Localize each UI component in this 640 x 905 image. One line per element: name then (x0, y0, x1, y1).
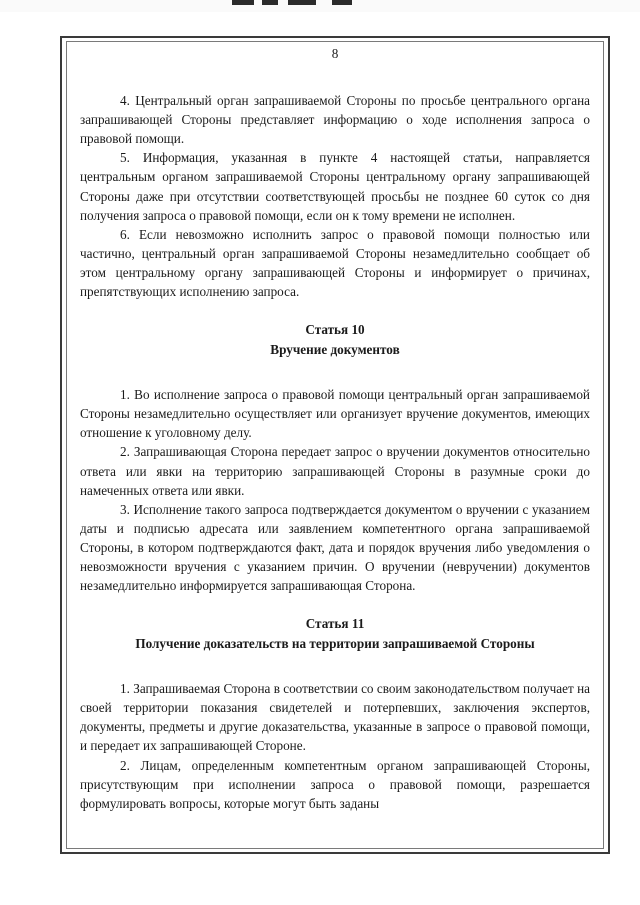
paragraph: 3. Исполнение такого запроса подтверждается документом о вручении с указанием даты и подписью адресата или заявлением компетентного органа запрашиваемой Стороны, в котором подтверждаются факт, дата и порядок вручения либо уведомления о невозможности вручения с указанием причин. О вручении (невручении) документов незамедлительно информируется запрашивающая Сторона. (80, 501, 590, 594)
page-number: 8 (331, 46, 339, 61)
paragraph: 4. Центральный орган запрашиваемой Стороны по просьбе центрального органа запрашивающей Стороны представляет информацию о ходе исполнения запроса о правовой помощи. (80, 93, 590, 147)
scan-top-edge (0, 0, 640, 12)
article-title: Получение доказательств на территории запрашиваемой Стороны (135, 635, 535, 651)
scan-artifact (232, 0, 254, 5)
paragraph: 2. Лицам, определенным компетентным органом запрашивающей Стороны, присутствующим при исполнении запроса о правовой помощи, разрешается формулировать вопросы, которые могут быть заданы (80, 757, 590, 811)
paragraph: 6. Если невозможно исполнить запрос о правовой помощи полностью или частично, центральный орган запрашиваемой Стороны незамедлительно сообщает об этом центральному органу запрашивающей Стороны и информирует о причинах, препятствующих исполнению запроса. (80, 226, 590, 300)
article-title: Вручение документов (270, 341, 400, 357)
paragraph: 2. Запрашивающая Сторона передает запрос о вручении документов относительно ответа или явки на территорию запрашивающей Стороны в разумные сроки до намеченных ответа или явки. (80, 444, 590, 498)
scan-artifact (332, 0, 352, 5)
scan-artifact (288, 0, 316, 5)
document-body (80, 40, 590, 854)
paragraph: 1. Во исполнение запроса о правовой помощи центральный орган запрашиваемой Стороны незамедлительно осуществляет или организует вручение документов, имеющих отношение к уголовному делу. (80, 387, 590, 441)
paragraph: 5. Информация, указанная в пункте 4 настоящей статьи, направляется центральным органом запрашиваемой Стороны центральному органу запрашивающей Стороны даже при отсутствии соответствующей просьбы не позднее 60 суток со дня получения запроса о правовой помощи, если он к тому времени не исполнен. (80, 150, 590, 223)
article-number: Статья 11 (305, 616, 365, 632)
paragraph: 1. Запрашиваемая Сторона в соответствии со своим законодательством получает на своей территории показания свидетелей и потерпевших, заключения экспертов, документы, предметы и другие доказательства, указанные в запросе о правовой помощи, и передает их запрашивающей Стороне. (80, 681, 590, 754)
article-number: Статья 10 (305, 322, 365, 338)
scan-artifact (262, 0, 278, 5)
